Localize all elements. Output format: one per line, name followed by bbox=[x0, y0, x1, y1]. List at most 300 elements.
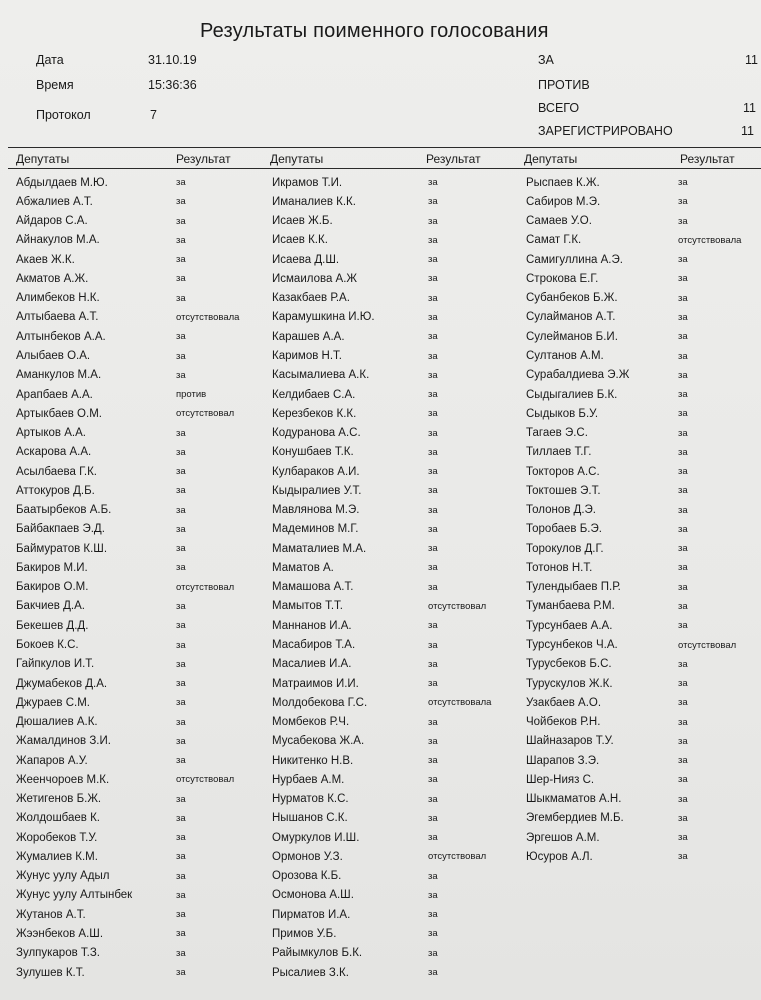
deputy-name: Ормонов У.З. bbox=[272, 850, 343, 863]
vote-result: за bbox=[176, 504, 186, 516]
vote-result: за bbox=[428, 311, 438, 323]
deputy-name: Сулейманов Б.И. bbox=[526, 330, 618, 343]
vote-result: за bbox=[428, 254, 438, 266]
vote-result: за bbox=[176, 658, 186, 670]
table-row bbox=[16, 905, 276, 924]
deputy-name: Турсунбаев А.А. bbox=[526, 619, 613, 632]
table-row bbox=[526, 770, 761, 789]
table-row bbox=[272, 269, 528, 288]
deputy-name: Бакиров О.М. bbox=[16, 581, 89, 594]
vote-result: за bbox=[678, 581, 688, 593]
deputy-name: Мамашова А.Т. bbox=[272, 581, 354, 594]
vote-result: отсутствовал bbox=[176, 408, 235, 420]
vote-result: за bbox=[176, 755, 186, 767]
vote-result: за bbox=[428, 812, 438, 824]
vote-result: отсутствовала bbox=[176, 311, 240, 323]
table-row bbox=[16, 462, 276, 481]
deputy-name: Шыкмаматов А.Н. bbox=[526, 793, 622, 806]
table-row bbox=[272, 308, 528, 327]
deputy-name: Акматов А.Ж. bbox=[16, 272, 89, 285]
deputy-name: Жоробеков Т.У. bbox=[16, 831, 98, 844]
deputy-name: Маннанов И.А. bbox=[272, 619, 352, 632]
vote-result: за bbox=[176, 543, 186, 555]
table-row bbox=[272, 597, 528, 616]
vote-result: за bbox=[176, 793, 186, 805]
vote-result: за bbox=[176, 427, 186, 439]
vote-result: за bbox=[678, 369, 688, 381]
vote-result: за bbox=[678, 812, 688, 824]
vote-result: за bbox=[428, 889, 438, 901]
vote-result: за bbox=[678, 735, 688, 747]
table-row bbox=[526, 751, 761, 770]
deputy-name: Айнакулов М.А. bbox=[16, 234, 100, 247]
deputy-name: Эгембердиев М.Б. bbox=[526, 812, 624, 825]
deputy-name: Чойбеков Р.Н. bbox=[526, 716, 601, 729]
table-row bbox=[526, 655, 761, 674]
header-deputies-2: Депутаты bbox=[270, 152, 324, 166]
table-row bbox=[272, 732, 528, 751]
table-row bbox=[16, 289, 276, 308]
table-row bbox=[16, 809, 276, 828]
table-row bbox=[16, 790, 276, 809]
table-row bbox=[16, 924, 276, 943]
deputy-name: Рысалиев З.К. bbox=[272, 966, 349, 979]
table-row bbox=[272, 886, 528, 905]
vote-result: за bbox=[176, 215, 186, 227]
registered-value: 11 bbox=[741, 124, 754, 138]
table-row bbox=[526, 520, 761, 539]
deputy-name: Нурбаев А.М. bbox=[272, 773, 345, 786]
vote-result: за bbox=[428, 755, 438, 767]
vote-result: за bbox=[428, 504, 438, 516]
vote-result: за bbox=[678, 658, 688, 670]
deputy-name: Жунус уулу Алтынбек bbox=[16, 889, 133, 902]
deputy-name: Сыдыгалиев Б.К. bbox=[526, 388, 618, 401]
deputy-name: Толонов Д.Э. bbox=[526, 504, 596, 517]
vote-result: за bbox=[428, 408, 438, 420]
vote-result: за bbox=[678, 600, 688, 612]
table-row bbox=[16, 269, 276, 288]
vote-result: за bbox=[176, 196, 186, 208]
vote-result: за bbox=[428, 793, 438, 805]
table-row bbox=[272, 867, 528, 886]
vote-result: за bbox=[428, 389, 438, 401]
for-value: 11 bbox=[745, 53, 758, 67]
deputy-name: Масабиров Т.А. bbox=[272, 639, 356, 651]
deputy-name: Маматалиев М.А. bbox=[272, 542, 367, 555]
deputy-name: Карамушкина И.Ю. bbox=[272, 311, 375, 324]
deputy-name: Абжалиев А.Т. bbox=[16, 195, 93, 208]
vote-result: за bbox=[678, 446, 688, 458]
table-row bbox=[526, 327, 761, 346]
deputy-name: Баатырбеков А.Б. bbox=[16, 504, 112, 517]
vote-result: за bbox=[428, 427, 438, 439]
table-row bbox=[272, 481, 528, 500]
deputy-name: Мавлянова М.Э. bbox=[272, 504, 360, 517]
table-row bbox=[272, 385, 528, 404]
vote-result: за bbox=[428, 485, 438, 497]
vote-result: отсутствовал bbox=[678, 639, 737, 651]
vote-result: за bbox=[678, 755, 688, 767]
table-row bbox=[16, 712, 276, 731]
vote-result: за bbox=[678, 331, 688, 343]
deputy-name: Казакбаев Р.А. bbox=[272, 292, 350, 305]
deputy-name: Алимбеков Н.К. bbox=[16, 292, 100, 305]
vote-result: за bbox=[678, 350, 688, 362]
deputy-name: Шер-Нияз С. bbox=[526, 773, 595, 786]
table-row bbox=[272, 212, 528, 231]
vote-result: за bbox=[678, 466, 688, 478]
table-row bbox=[526, 597, 761, 616]
vote-result: за bbox=[176, 909, 186, 921]
table-row bbox=[272, 250, 528, 269]
table-row bbox=[526, 616, 761, 635]
deputy-name: Асылбаева Г.К. bbox=[16, 465, 97, 478]
deputy-name: Алыбаев О.А. bbox=[16, 350, 91, 363]
vote-result: за bbox=[428, 466, 438, 478]
vote-result: за bbox=[176, 967, 186, 979]
table-row bbox=[526, 539, 761, 558]
vote-result: за bbox=[428, 369, 438, 381]
deputy-name: Жолдошбаев К. bbox=[16, 812, 100, 825]
vote-result: против bbox=[176, 389, 207, 401]
deputy-name: Дюшалиев А.К. bbox=[16, 716, 98, 729]
deputies-column-1 bbox=[16, 173, 276, 982]
divider-header bbox=[8, 168, 761, 169]
table-row bbox=[272, 404, 528, 423]
vote-result: за bbox=[678, 389, 688, 401]
table-row bbox=[526, 712, 761, 731]
vote-result: за bbox=[678, 543, 688, 555]
table-row bbox=[526, 192, 761, 211]
table-row bbox=[526, 481, 761, 500]
vote-result: за bbox=[678, 523, 688, 535]
deputy-name: Жапаров А.У. bbox=[16, 754, 88, 767]
table-row bbox=[272, 366, 528, 385]
vote-result: за bbox=[428, 639, 438, 651]
vote-result: за bbox=[176, 273, 186, 285]
vote-result: за bbox=[678, 697, 688, 709]
table-row bbox=[526, 346, 761, 365]
vote-result: за bbox=[428, 620, 438, 632]
deputy-name: Исаев К.К. bbox=[272, 234, 328, 247]
vote-result: за bbox=[176, 466, 186, 478]
deputy-name: Жетигенов Б.Ж. bbox=[16, 793, 102, 806]
deputy-name: Аттокуров Д.Б. bbox=[16, 484, 95, 497]
table-row bbox=[16, 327, 276, 346]
deputy-name: Субанбеков Б.Ж. bbox=[526, 292, 618, 305]
deputy-name: Осмонова А.Ш. bbox=[272, 889, 354, 902]
table-row bbox=[272, 173, 528, 192]
deputy-name: Турсунбеков Ч.А. bbox=[526, 639, 618, 651]
table-row bbox=[272, 944, 528, 963]
header-result-3: Результат bbox=[680, 152, 735, 166]
deputy-name: Рыспаев К.Ж. bbox=[526, 176, 600, 189]
vote-result: за bbox=[428, 215, 438, 227]
table-row bbox=[526, 404, 761, 423]
table-row bbox=[16, 770, 276, 789]
vote-result: отсутствовала bbox=[678, 234, 742, 246]
vote-result: за bbox=[678, 177, 688, 189]
table-row bbox=[16, 346, 276, 365]
deputy-name: Джураев С.М. bbox=[16, 696, 90, 709]
vote-result: за bbox=[176, 697, 186, 709]
table-row bbox=[16, 250, 276, 269]
deputy-name: Акаев Ж.К. bbox=[16, 253, 75, 266]
vote-result: за bbox=[176, 234, 186, 246]
for-label: ЗА bbox=[538, 53, 554, 67]
table-row bbox=[526, 847, 761, 866]
table-row bbox=[16, 944, 276, 963]
deputy-name: Икрамов Т.И. bbox=[272, 176, 343, 189]
vote-result: за bbox=[428, 735, 438, 747]
deputy-name: Момбеков Р.Ч. bbox=[272, 716, 350, 729]
deputy-name: Султанов А.М. bbox=[526, 350, 604, 363]
deputy-name: Карашев А.А. bbox=[272, 330, 345, 343]
deputy-name: Кулбараков А.И. bbox=[272, 465, 360, 478]
vote-result: за bbox=[176, 870, 186, 882]
deputy-name: Жээнбеков А.Ш. bbox=[16, 927, 104, 940]
table-row bbox=[526, 578, 761, 597]
deputy-name: Жамалдинов З.И. bbox=[16, 735, 111, 748]
deputy-name: Торокулов Д.Г. bbox=[526, 542, 604, 555]
vote-result: за bbox=[176, 562, 186, 574]
vote-result: за bbox=[678, 311, 688, 323]
deputy-name: Молдобекова Г.С. bbox=[272, 696, 368, 709]
table-row bbox=[16, 828, 276, 847]
table-row bbox=[16, 597, 276, 616]
table-row bbox=[16, 847, 276, 866]
table-row bbox=[272, 558, 528, 577]
header-deputies-1: Депутаты bbox=[16, 152, 70, 166]
vote-result: за bbox=[678, 562, 688, 574]
vote-result: за bbox=[678, 196, 688, 208]
vote-result: за bbox=[176, 177, 186, 189]
deputy-name: Матраимов И.И. bbox=[272, 677, 359, 690]
table-row bbox=[16, 501, 276, 520]
vote-result: за bbox=[176, 600, 186, 612]
header-deputies-3: Депутаты bbox=[524, 152, 578, 166]
deputy-name: Нурматов К.С. bbox=[272, 793, 349, 806]
table-row bbox=[272, 924, 528, 943]
deputy-name: Мадеминов М.Г. bbox=[272, 523, 359, 536]
deputy-name: Бокоев К.С. bbox=[16, 639, 79, 651]
table-row bbox=[526, 308, 761, 327]
deputy-name: Шарапов З.Э. bbox=[526, 754, 600, 767]
table-row bbox=[526, 423, 761, 442]
vote-result: за bbox=[176, 832, 186, 844]
table-row bbox=[272, 231, 528, 250]
vote-result: за bbox=[678, 292, 688, 304]
table-row bbox=[272, 790, 528, 809]
table-row bbox=[272, 192, 528, 211]
deputy-name: Мамытов Т.Т. bbox=[272, 600, 344, 613]
deputy-name: Джумабеков Д.А. bbox=[16, 677, 108, 690]
vote-result: за bbox=[176, 639, 186, 651]
table-row bbox=[272, 635, 528, 654]
vote-result: за bbox=[176, 485, 186, 497]
deputy-name: Турускулов Ж.К. bbox=[526, 677, 613, 690]
deputy-name: Исаев Ж.Б. bbox=[272, 215, 333, 228]
table-row bbox=[272, 693, 528, 712]
table-row bbox=[272, 289, 528, 308]
deputy-name: Токтошев Э.Т. bbox=[526, 484, 601, 497]
table-row bbox=[526, 250, 761, 269]
vote-result: за bbox=[428, 658, 438, 670]
vote-result: отсутствовал bbox=[176, 581, 235, 593]
deputy-name: Масалиев И.А. bbox=[272, 658, 352, 671]
table-row bbox=[526, 828, 761, 847]
table-row bbox=[16, 443, 276, 462]
deputy-name: Тагаев Э.С. bbox=[526, 427, 588, 440]
deputy-name: Иманалиев К.К. bbox=[272, 195, 356, 208]
deputy-name: Тулендыбаев П.Р. bbox=[526, 581, 621, 594]
deputy-name: Кодуранова А.С. bbox=[272, 427, 361, 440]
deputy-name: Айдаров С.А. bbox=[16, 215, 88, 228]
against-label: ПРОТИВ bbox=[538, 78, 590, 92]
deputies-column-2 bbox=[272, 173, 528, 982]
table-row bbox=[272, 655, 528, 674]
deputy-name: Алтыбаева А.Т. bbox=[16, 311, 99, 324]
table-row bbox=[526, 289, 761, 308]
vote-result: за bbox=[678, 793, 688, 805]
vote-result: за bbox=[176, 369, 186, 381]
table-row bbox=[272, 539, 528, 558]
vote-result: за bbox=[678, 716, 688, 728]
table-row bbox=[272, 501, 528, 520]
table-row bbox=[16, 751, 276, 770]
table-row bbox=[272, 809, 528, 828]
vote-result: за bbox=[428, 273, 438, 285]
deputy-name: Самаев У.О. bbox=[526, 215, 592, 228]
table-row bbox=[526, 269, 761, 288]
deputy-name: Байбакпаев Э.Д. bbox=[16, 523, 105, 536]
vote-result: за bbox=[428, 177, 438, 189]
table-row bbox=[16, 867, 276, 886]
table-row bbox=[16, 192, 276, 211]
deputy-name: Турусбеков Б.С. bbox=[526, 658, 612, 671]
protocol-value: 7 bbox=[150, 108, 157, 122]
table-row bbox=[272, 462, 528, 481]
divider-top bbox=[8, 147, 761, 148]
deputy-name: Узакбаев А.О. bbox=[526, 696, 602, 709]
vote-result: за bbox=[176, 928, 186, 940]
table-row bbox=[272, 423, 528, 442]
deputy-name: Самигуллина А.Э. bbox=[526, 253, 623, 266]
vote-result: за bbox=[428, 581, 438, 593]
vote-result: за bbox=[176, 889, 186, 901]
vote-result: за bbox=[428, 947, 438, 959]
table-row bbox=[16, 404, 276, 423]
deputy-name: Абдылдаев М.Ю. bbox=[16, 176, 108, 189]
deputy-name: Эргешов А.М. bbox=[526, 831, 600, 844]
deputy-name: Мусабекова Ж.А. bbox=[272, 735, 365, 748]
deputy-name: Токторов А.С. bbox=[526, 465, 600, 478]
table-row bbox=[272, 443, 528, 462]
deputy-name: Нышанов С.К. bbox=[272, 812, 348, 825]
table-row bbox=[16, 616, 276, 635]
table-row bbox=[526, 366, 761, 385]
table-row bbox=[16, 308, 276, 327]
table-row bbox=[526, 385, 761, 404]
deputy-name: Райымкулов Б.К. bbox=[272, 947, 363, 960]
table-row bbox=[526, 732, 761, 751]
vote-result: за bbox=[176, 523, 186, 535]
table-row bbox=[16, 539, 276, 558]
vote-result: за bbox=[428, 928, 438, 940]
table-row bbox=[272, 905, 528, 924]
deputy-name: Никитенко Н.В. bbox=[272, 754, 354, 767]
deputy-name: Бекешев Д.Д. bbox=[16, 619, 89, 632]
table-row bbox=[272, 712, 528, 731]
vote-result: за bbox=[678, 427, 688, 439]
table-row bbox=[272, 751, 528, 770]
table-row bbox=[16, 655, 276, 674]
deputies-column-3 bbox=[526, 173, 761, 867]
deputy-name: Келдибаев С.А. bbox=[272, 388, 356, 401]
deputy-name: Тиллаев Т.Г. bbox=[526, 446, 592, 459]
deputy-name: Керезбеков К.К. bbox=[272, 407, 357, 420]
vote-result: за bbox=[176, 947, 186, 959]
vote-result: за bbox=[428, 331, 438, 343]
vote-result: за bbox=[176, 254, 186, 266]
deputy-name: Пирматов И.А. bbox=[272, 908, 351, 921]
vote-result: за bbox=[428, 234, 438, 246]
vote-result: за bbox=[678, 504, 688, 516]
date-value: 31.10.19 bbox=[148, 53, 197, 67]
table-row bbox=[526, 635, 761, 654]
vote-result: за bbox=[176, 350, 186, 362]
vote-result: отсутствовал bbox=[428, 851, 487, 863]
table-row bbox=[16, 231, 276, 250]
vote-result: за bbox=[176, 620, 186, 632]
vote-result: за bbox=[678, 678, 688, 690]
deputy-name: Зулпукаров Т.З. bbox=[16, 947, 100, 960]
deputy-name: Маматов А. bbox=[272, 561, 334, 574]
deputy-name: Алтынбеков А.А. bbox=[16, 330, 106, 343]
deputy-name: Примов У.Б. bbox=[272, 927, 337, 940]
vote-result: за bbox=[678, 851, 688, 863]
deputy-name: Жутанов А.Т. bbox=[16, 908, 86, 921]
table-row bbox=[16, 886, 276, 905]
table-row bbox=[16, 674, 276, 693]
vote-result: за bbox=[428, 832, 438, 844]
table-row bbox=[16, 481, 276, 500]
deputy-name: Орозова К.Б. bbox=[272, 870, 342, 883]
vote-result: за bbox=[176, 331, 186, 343]
vote-result: за bbox=[678, 215, 688, 227]
deputy-name: Жеенчороев М.К. bbox=[16, 773, 110, 786]
deputy-name: Исаева Д.Ш. bbox=[272, 253, 340, 266]
deputy-name: Арапбаев А.А. bbox=[16, 388, 93, 401]
table-row bbox=[526, 231, 761, 250]
deputy-name: Юсуров А.Л. bbox=[526, 850, 593, 863]
deputy-name: Жунус уулу Адыл bbox=[16, 870, 110, 883]
vote-result: за bbox=[428, 350, 438, 362]
table-row bbox=[526, 790, 761, 809]
table-row bbox=[272, 770, 528, 789]
vote-result: за bbox=[678, 832, 688, 844]
deputy-name: Касымалиева А.К. bbox=[272, 369, 370, 382]
vote-result: за bbox=[678, 774, 688, 786]
table-row bbox=[16, 385, 276, 404]
deputy-name: Артыков А.А. bbox=[16, 427, 86, 440]
vote-result: за bbox=[176, 678, 186, 690]
vote-result: за bbox=[428, 543, 438, 555]
vote-result: отсутствовал bbox=[428, 600, 487, 612]
deputy-name: Сабиров М.Э. bbox=[526, 195, 601, 208]
table-row bbox=[272, 828, 528, 847]
